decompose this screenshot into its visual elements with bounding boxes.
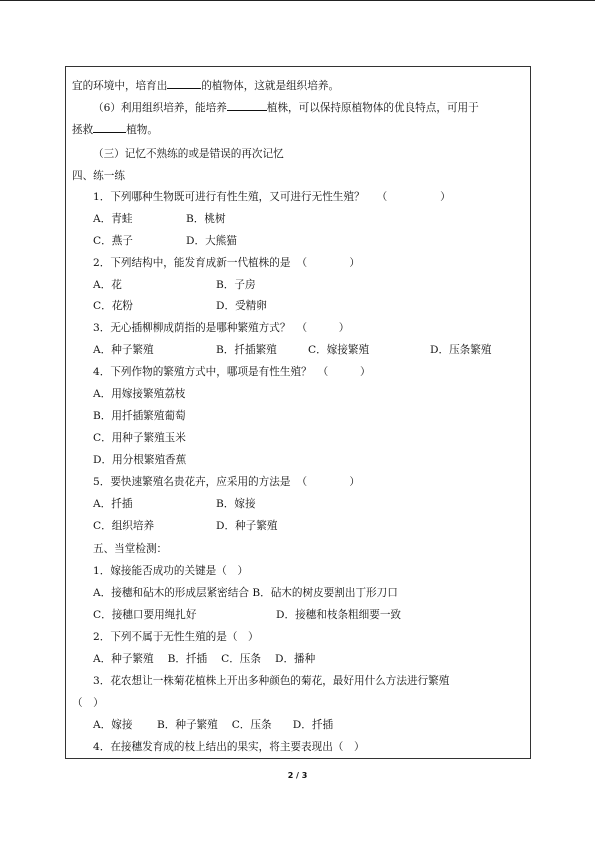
- q1-option-d[interactable]: D．大熊猫: [186, 235, 237, 247]
- question-4: 4．下列作物的繁殖方式中，哪项是有性生殖？ （ ）: [93, 366, 371, 378]
- section-memory: （三）记忆不熟练的或是错误的再次记忆: [93, 148, 284, 160]
- test-question-3: 3．花农想让一株菊花植株上开出多种颜色的菊花，最好用什么方法进行繁殖: [93, 675, 450, 687]
- answer-paren[interactable]: （ ）: [317, 366, 371, 378]
- q3-option-d[interactable]: D．压条繁殖: [430, 344, 492, 356]
- question-2: 2．下列结构中，能发育成新一代植株的是 （ ）: [93, 257, 360, 269]
- q2-option-d[interactable]: D．受精卵: [216, 300, 267, 312]
- q3-option-a[interactable]: A．种子繁殖: [93, 344, 154, 356]
- q4-option-c[interactable]: C．用种子繁殖玉米: [93, 432, 186, 444]
- test-question-4: 4．在接穗发育成的枝上结出的果实，将主要表现出（ ）: [93, 741, 365, 753]
- q5-option-c[interactable]: C．组织培养: [93, 520, 155, 532]
- answer-paren[interactable]: （ ）: [72, 697, 104, 709]
- t1-option-d[interactable]: D．接穗和枝条粗细要一致: [276, 609, 402, 621]
- fill-blank[interactable]: [167, 77, 201, 89]
- q2-option-b[interactable]: B．子房: [216, 279, 256, 291]
- t2-options[interactable]: A．种子繁殖 B．扦插 C．压条 D．播种: [93, 653, 316, 665]
- q5-option-a[interactable]: A．扦插: [93, 498, 133, 510]
- fill-blank[interactable]: [93, 121, 126, 133]
- question-3: 3．无心插柳柳成荫指的是哪种繁殖方式？ （ ）: [93, 322, 350, 334]
- text-line-rescue: 拯救 植物。: [72, 121, 158, 137]
- t3-options[interactable]: A．嫁接 B．种子繁殖 C．压条 D．扦插: [93, 719, 334, 731]
- q4-option-b[interactable]: B．用扦插繁殖葡萄: [93, 410, 186, 422]
- answer-paren[interactable]: （ ）: [296, 476, 360, 488]
- q4-option-a[interactable]: A．用嫁接繁殖荔枝: [93, 388, 186, 400]
- q2-option-a[interactable]: A．花: [93, 279, 122, 291]
- answer-paren[interactable]: （ ）: [376, 191, 451, 203]
- q3-option-b[interactable]: B．扦插繁殖: [216, 344, 277, 356]
- t1-option-c[interactable]: C．接穗口要用绳扎好: [93, 609, 197, 621]
- q5-option-d[interactable]: D．种子繁殖: [216, 520, 278, 532]
- q1-option-c[interactable]: C．燕子: [93, 235, 133, 247]
- fill-blank[interactable]: [227, 99, 267, 111]
- q5-option-b[interactable]: B．嫁接: [216, 498, 256, 510]
- answer-paren[interactable]: （ ）: [296, 257, 360, 269]
- q4-option-d[interactable]: D．用分根繁殖香蕉: [93, 454, 187, 466]
- test-question-2: 2．下列不属于无性生殖的是（ ）: [93, 631, 259, 643]
- section-in-class-test: 五、当堂检测：: [93, 543, 168, 555]
- t1-options-ab[interactable]: A．接穗和砧木的形成层紧密结合 B．砧木的树皮要割出丁形刀口: [93, 587, 398, 599]
- q1-option-a[interactable]: A．青蛙: [93, 213, 133, 225]
- q1-option-b[interactable]: B．桃树: [186, 213, 226, 225]
- test-question-1: 1．嫁接能否成功的关键是（ ）: [93, 565, 249, 577]
- q2-option-c[interactable]: C．花粉: [93, 300, 133, 312]
- page-number: 2 / 3: [287, 771, 308, 780]
- question-5: 5．要快速繁殖名贵花卉，应采用的方法是 （ ）: [93, 476, 360, 488]
- text-line-6: （6）利用组织培养，能培养 植株，可以保持原植物体的优良特点，可用于: [93, 99, 479, 115]
- q3-option-c[interactable]: C．嫁接繁殖: [308, 344, 370, 356]
- section-practice: 四、练一练: [72, 170, 125, 182]
- top-rule: [0, 0, 595, 1]
- question-1: 1．下列哪种生物既可进行有性生殖，又可进行无性生殖？ （ ）: [93, 191, 451, 203]
- answer-paren[interactable]: （ ）: [296, 322, 350, 334]
- text-line-tissue-culture: 宜的环境中，培育出 的植物体，这就是组织培养。: [72, 77, 339, 93]
